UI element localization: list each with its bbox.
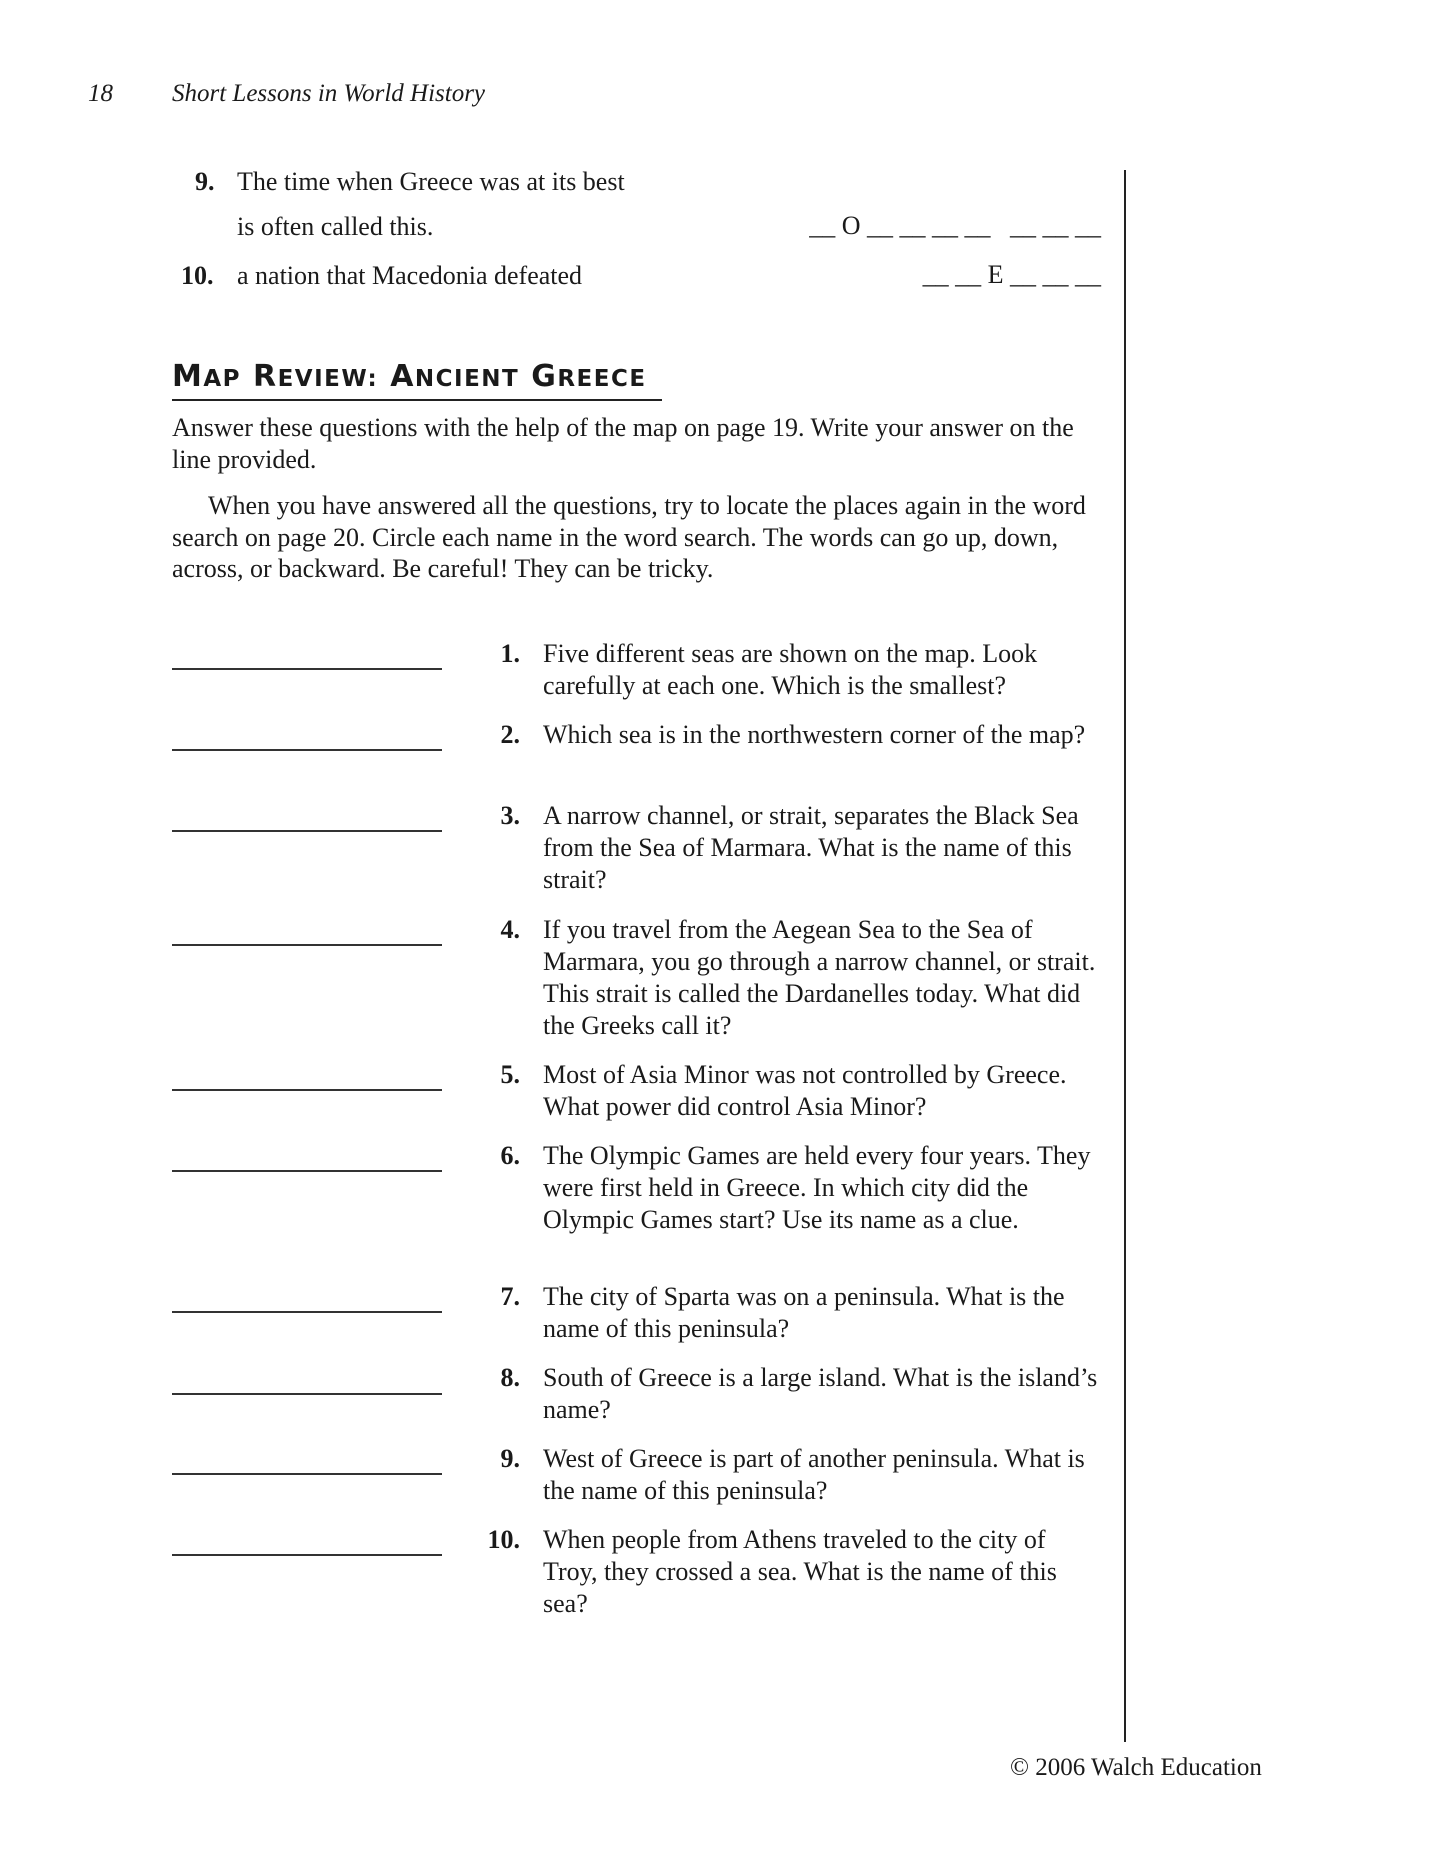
- answer-line[interactable]: [172, 668, 442, 670]
- question-text: The Olympic Games are held every four years. They were first held in Greece. In which city did the Olympic Games start? Use its name as a clue.: [543, 1141, 1091, 1234]
- question-text: South of Greece is a large island. What is the island’s name?: [543, 1363, 1098, 1424]
- item-text-line: The time when Greece was at its best: [237, 167, 625, 196]
- heading-smallcaps: EVIEW:: [277, 366, 379, 392]
- answer-line[interactable]: [172, 1311, 442, 1313]
- question-text: When people from Athens traveled to the city of Troy, they crossed a sea. What is the name of this sea?: [543, 1525, 1057, 1618]
- margin-rule: [1124, 170, 1126, 1742]
- question-number: 5.: [500, 1060, 520, 1089]
- instructions-paragraph: When you have answered all the questions, try to locate the places again in the word search on page 20. Circle each name in the word search. The words can go up, down, across, or backward. Be careful! They can be tricky.: [172, 491, 1086, 583]
- item-text-line: a nation that Macedonia defeated: [237, 261, 583, 290]
- question-number: 3.: [500, 801, 520, 830]
- copyright-notice: © 2006 Walch Education: [1010, 1754, 1262, 1781]
- heading-cap: R: [252, 359, 278, 394]
- item-text-line: is often called this.: [237, 212, 434, 241]
- heading-smallcaps: REECE: [557, 366, 647, 392]
- question-text: Most of Asia Minor was not controlled by Greece. What power did control Asia Minor?: [543, 1060, 1067, 1121]
- instructions: [172, 412, 1092, 585]
- answer-line[interactable]: [172, 1473, 442, 1475]
- answer-line[interactable]: [172, 1393, 442, 1395]
- question-text: West of Greece is part of another peninsula. What is the name of this peninsula?: [543, 1444, 1085, 1505]
- instructions-paragraph: Answer these questions with the help of the map on page 19. Write your answer on the line provided.: [172, 413, 1074, 474]
- answer-line[interactable]: [172, 749, 442, 751]
- question-text: Which sea is in the northwestern corner of the map?: [543, 720, 1086, 749]
- answer-line[interactable]: [172, 1170, 442, 1172]
- heading-cap: M: [172, 359, 204, 394]
- heading-cap: G: [531, 359, 558, 394]
- answer-line[interactable]: [172, 830, 442, 832]
- answer-line[interactable]: [172, 1089, 442, 1091]
- question-number: 9.: [500, 1444, 520, 1473]
- question-number: 1.: [500, 639, 520, 668]
- book-title: Short Lessons in World History: [172, 80, 486, 107]
- heading-smallcaps: NCIENT: [414, 366, 520, 392]
- item-number: 9.: [195, 167, 215, 196]
- answer-line[interactable]: [172, 944, 442, 946]
- section-heading: [172, 358, 662, 401]
- question-number: 2.: [500, 720, 520, 749]
- question-number: 7.: [500, 1282, 520, 1311]
- question-number: 4.: [500, 915, 520, 944]
- heading-cap: A: [390, 359, 415, 394]
- question-number: 6.: [500, 1141, 520, 1170]
- question-text: If you travel from the Aegean Sea to the Sea of Marmara, you go through a narrow channel, or strait. This strait is called the Dardanelles today. What did the Greeks call it?: [543, 915, 1096, 1040]
- question-text: Five different seas are shown on the map. Look carefully at each one. Which is the smallest?: [543, 639, 1038, 700]
- answer-blanks[interactable]: __ __ E __ __ __: [922, 260, 1101, 289]
- answer-blanks[interactable]: __ O __ __ __ __ __ __ __: [809, 211, 1101, 240]
- question-text: A narrow channel, or strait, separates the Black Sea from the Sea of Marmara. What is the name of this strait?: [543, 801, 1079, 894]
- answer-line[interactable]: [172, 1554, 442, 1556]
- question-text: The city of Sparta was on a peninsula. What is the name of this peninsula?: [543, 1282, 1065, 1343]
- heading-smallcaps: AP: [203, 366, 242, 392]
- question-number: 10.: [487, 1525, 520, 1554]
- question-number: 8.: [500, 1363, 520, 1392]
- item-number: 10.: [181, 261, 214, 290]
- page-number: 18: [88, 80, 113, 107]
